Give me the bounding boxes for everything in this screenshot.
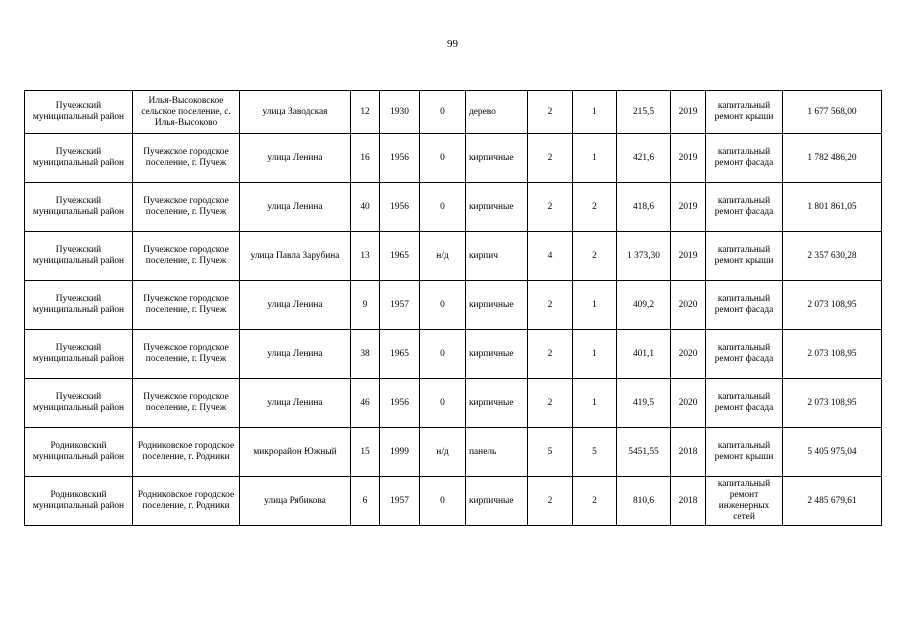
table-row (25, 281, 882, 330)
work-type-cell: капитальный ремонт крыши (706, 428, 783, 477)
cost-cell: 1 801 861,05 (783, 183, 882, 232)
entrances-cell: 1 (573, 330, 617, 379)
entrances-cell: 2 (573, 232, 617, 281)
plan-year-cell: 2020 (671, 281, 706, 330)
work-type-cell: капитальный ремонт фасада (706, 379, 783, 428)
work-type-cell: капитальный ремонт инженерных сетей (706, 477, 783, 526)
plan-year-cell: 2018 (671, 428, 706, 477)
street-cell: микрорайон Южный (240, 428, 351, 477)
build-year-cell: 1965 (380, 330, 420, 379)
work-type-cell: капитальный ремонт фасада (706, 330, 783, 379)
entrances-cell: 1 (573, 379, 617, 428)
street-cell: улица Ленина (240, 379, 351, 428)
entrances-cell: 1 (573, 134, 617, 183)
table-row (25, 232, 882, 281)
cost-cell: 1 677 568,00 (783, 91, 882, 134)
work-type-cell: капитальный ремонт крыши (706, 232, 783, 281)
wear-cell: 0 (420, 330, 466, 379)
cost-cell: 2 073 108,95 (783, 379, 882, 428)
cost-cell: 5 405 975,04 (783, 428, 882, 477)
cost-cell: 1 782 486,20 (783, 134, 882, 183)
build-year-cell: 1965 (380, 232, 420, 281)
wall-material-cell: панель (466, 428, 528, 477)
entrances-cell: 2 (573, 477, 617, 526)
work-type-cell: капитальный ремонт фасада (706, 281, 783, 330)
district-cell: Пучежский муниципальный район (25, 379, 133, 428)
settlement-cell: Родниковское городское поселение, г. Родники (133, 477, 240, 526)
house-number-cell: 16 (351, 134, 380, 183)
table-row (25, 330, 882, 379)
table-row (25, 379, 882, 428)
table-row (25, 134, 882, 183)
wall-material-cell: дерево (466, 91, 528, 134)
wall-material-cell: кирпичные (466, 281, 528, 330)
floors-cell: 2 (528, 91, 573, 134)
district-cell: Пучежский муниципальный район (25, 183, 133, 232)
plan-year-cell: 2020 (671, 330, 706, 379)
house-number-cell: 13 (351, 232, 380, 281)
house-number-cell: 9 (351, 281, 380, 330)
page-number: 99 (447, 38, 458, 50)
work-type-cell: капитальный ремонт фасада (706, 183, 783, 232)
house-number-cell: 46 (351, 379, 380, 428)
entrances-cell: 1 (573, 281, 617, 330)
wall-material-cell: кирпичные (466, 330, 528, 379)
wall-material-cell: кирпичные (466, 134, 528, 183)
build-year-cell: 1957 (380, 477, 420, 526)
floors-cell: 2 (528, 330, 573, 379)
cost-cell: 2 485 679,61 (783, 477, 882, 526)
house-number-cell: 38 (351, 330, 380, 379)
house-number-cell: 6 (351, 477, 380, 526)
build-year-cell: 1999 (380, 428, 420, 477)
build-year-cell: 1956 (380, 134, 420, 183)
plan-year-cell: 2019 (671, 232, 706, 281)
floors-cell: 2 (528, 281, 573, 330)
table-body (25, 91, 882, 526)
work-type-cell: капитальный ремонт фасада (706, 134, 783, 183)
street-cell: улица Ленина (240, 183, 351, 232)
wall-material-cell: кирпичные (466, 183, 528, 232)
plan-year-cell: 2019 (671, 91, 706, 134)
house-number-cell: 12 (351, 91, 380, 134)
table-row (25, 183, 882, 232)
street-cell: улица Ленина (240, 134, 351, 183)
wall-material-cell: кирпич (466, 232, 528, 281)
table-row (25, 477, 882, 526)
floors-cell: 2 (528, 183, 573, 232)
table-row (25, 91, 882, 134)
area-cell: 418,6 (617, 183, 671, 232)
district-cell: Пучежский муниципальный район (25, 134, 133, 183)
district-cell: Пучежский муниципальный район (25, 330, 133, 379)
district-cell: Пучежский муниципальный район (25, 281, 133, 330)
area-cell: 401,1 (617, 330, 671, 379)
house-number-cell: 15 (351, 428, 380, 477)
entrances-cell: 1 (573, 91, 617, 134)
wall-material-cell: кирпичные (466, 379, 528, 428)
entrances-cell: 5 (573, 428, 617, 477)
plan-year-cell: 2018 (671, 477, 706, 526)
cost-cell: 2 073 108,95 (783, 281, 882, 330)
table-row (25, 428, 882, 477)
street-cell: улица Павла Зарубина (240, 232, 351, 281)
build-year-cell: 1930 (380, 91, 420, 134)
street-cell: улица Заводская (240, 91, 351, 134)
street-cell: улица Ленина (240, 330, 351, 379)
wear-cell: 0 (420, 281, 466, 330)
wear-cell: 0 (420, 379, 466, 428)
area-cell: 421,6 (617, 134, 671, 183)
cost-cell: 2 073 108,95 (783, 330, 882, 379)
street-cell: улица Рябикова (240, 477, 351, 526)
entrances-cell: 2 (573, 183, 617, 232)
settlement-cell: Пучежское городское поселение, г. Пучеж (133, 330, 240, 379)
settlement-cell: Пучежское городское поселение, г. Пучеж (133, 281, 240, 330)
settlement-cell: Родниковское городское поселение, г. Родники (133, 428, 240, 477)
settlement-cell: Пучежское городское поселение, г. Пучеж (133, 379, 240, 428)
area-cell: 5451,55 (617, 428, 671, 477)
area-cell: 810,6 (617, 477, 671, 526)
area-cell: 419,5 (617, 379, 671, 428)
district-cell: Пучежский муниципальный район (25, 91, 133, 134)
floors-cell: 2 (528, 134, 573, 183)
house-number-cell: 40 (351, 183, 380, 232)
floors-cell: 4 (528, 232, 573, 281)
street-cell: улица Ленина (240, 281, 351, 330)
floors-cell: 2 (528, 379, 573, 428)
housing-repair-table (24, 90, 882, 526)
build-year-cell: 1956 (380, 379, 420, 428)
wear-cell: н/д (420, 428, 466, 477)
plan-year-cell: 2020 (671, 379, 706, 428)
area-cell: 409,2 (617, 281, 671, 330)
wear-cell: 0 (420, 183, 466, 232)
work-type-cell: капитальный ремонт крыши (706, 91, 783, 134)
settlement-cell: Пучежское городское поселение, г. Пучеж (133, 134, 240, 183)
district-cell: Родниковский муниципальный район (25, 477, 133, 526)
district-cell: Родниковский муниципальный район (25, 428, 133, 477)
build-year-cell: 1956 (380, 183, 420, 232)
wear-cell: 0 (420, 477, 466, 526)
floors-cell: 5 (528, 428, 573, 477)
wear-cell: 0 (420, 91, 466, 134)
settlement-cell: Пучежское городское поселение, г. Пучеж (133, 183, 240, 232)
cost-cell: 2 357 630,28 (783, 232, 882, 281)
build-year-cell: 1957 (380, 281, 420, 330)
settlement-cell: Пучежское городское поселение, г. Пучеж (133, 232, 240, 281)
wear-cell: 0 (420, 134, 466, 183)
plan-year-cell: 2019 (671, 183, 706, 232)
area-cell: 1 373,30 (617, 232, 671, 281)
area-cell: 215,5 (617, 91, 671, 134)
district-cell: Пучежский муниципальный район (25, 232, 133, 281)
plan-year-cell: 2019 (671, 134, 706, 183)
wear-cell: н/д (420, 232, 466, 281)
floors-cell: 2 (528, 477, 573, 526)
wall-material-cell: кирпичные (466, 477, 528, 526)
settlement-cell: Илья-Высоковское сельское поселение, с. Илья-Высоково (133, 91, 240, 134)
